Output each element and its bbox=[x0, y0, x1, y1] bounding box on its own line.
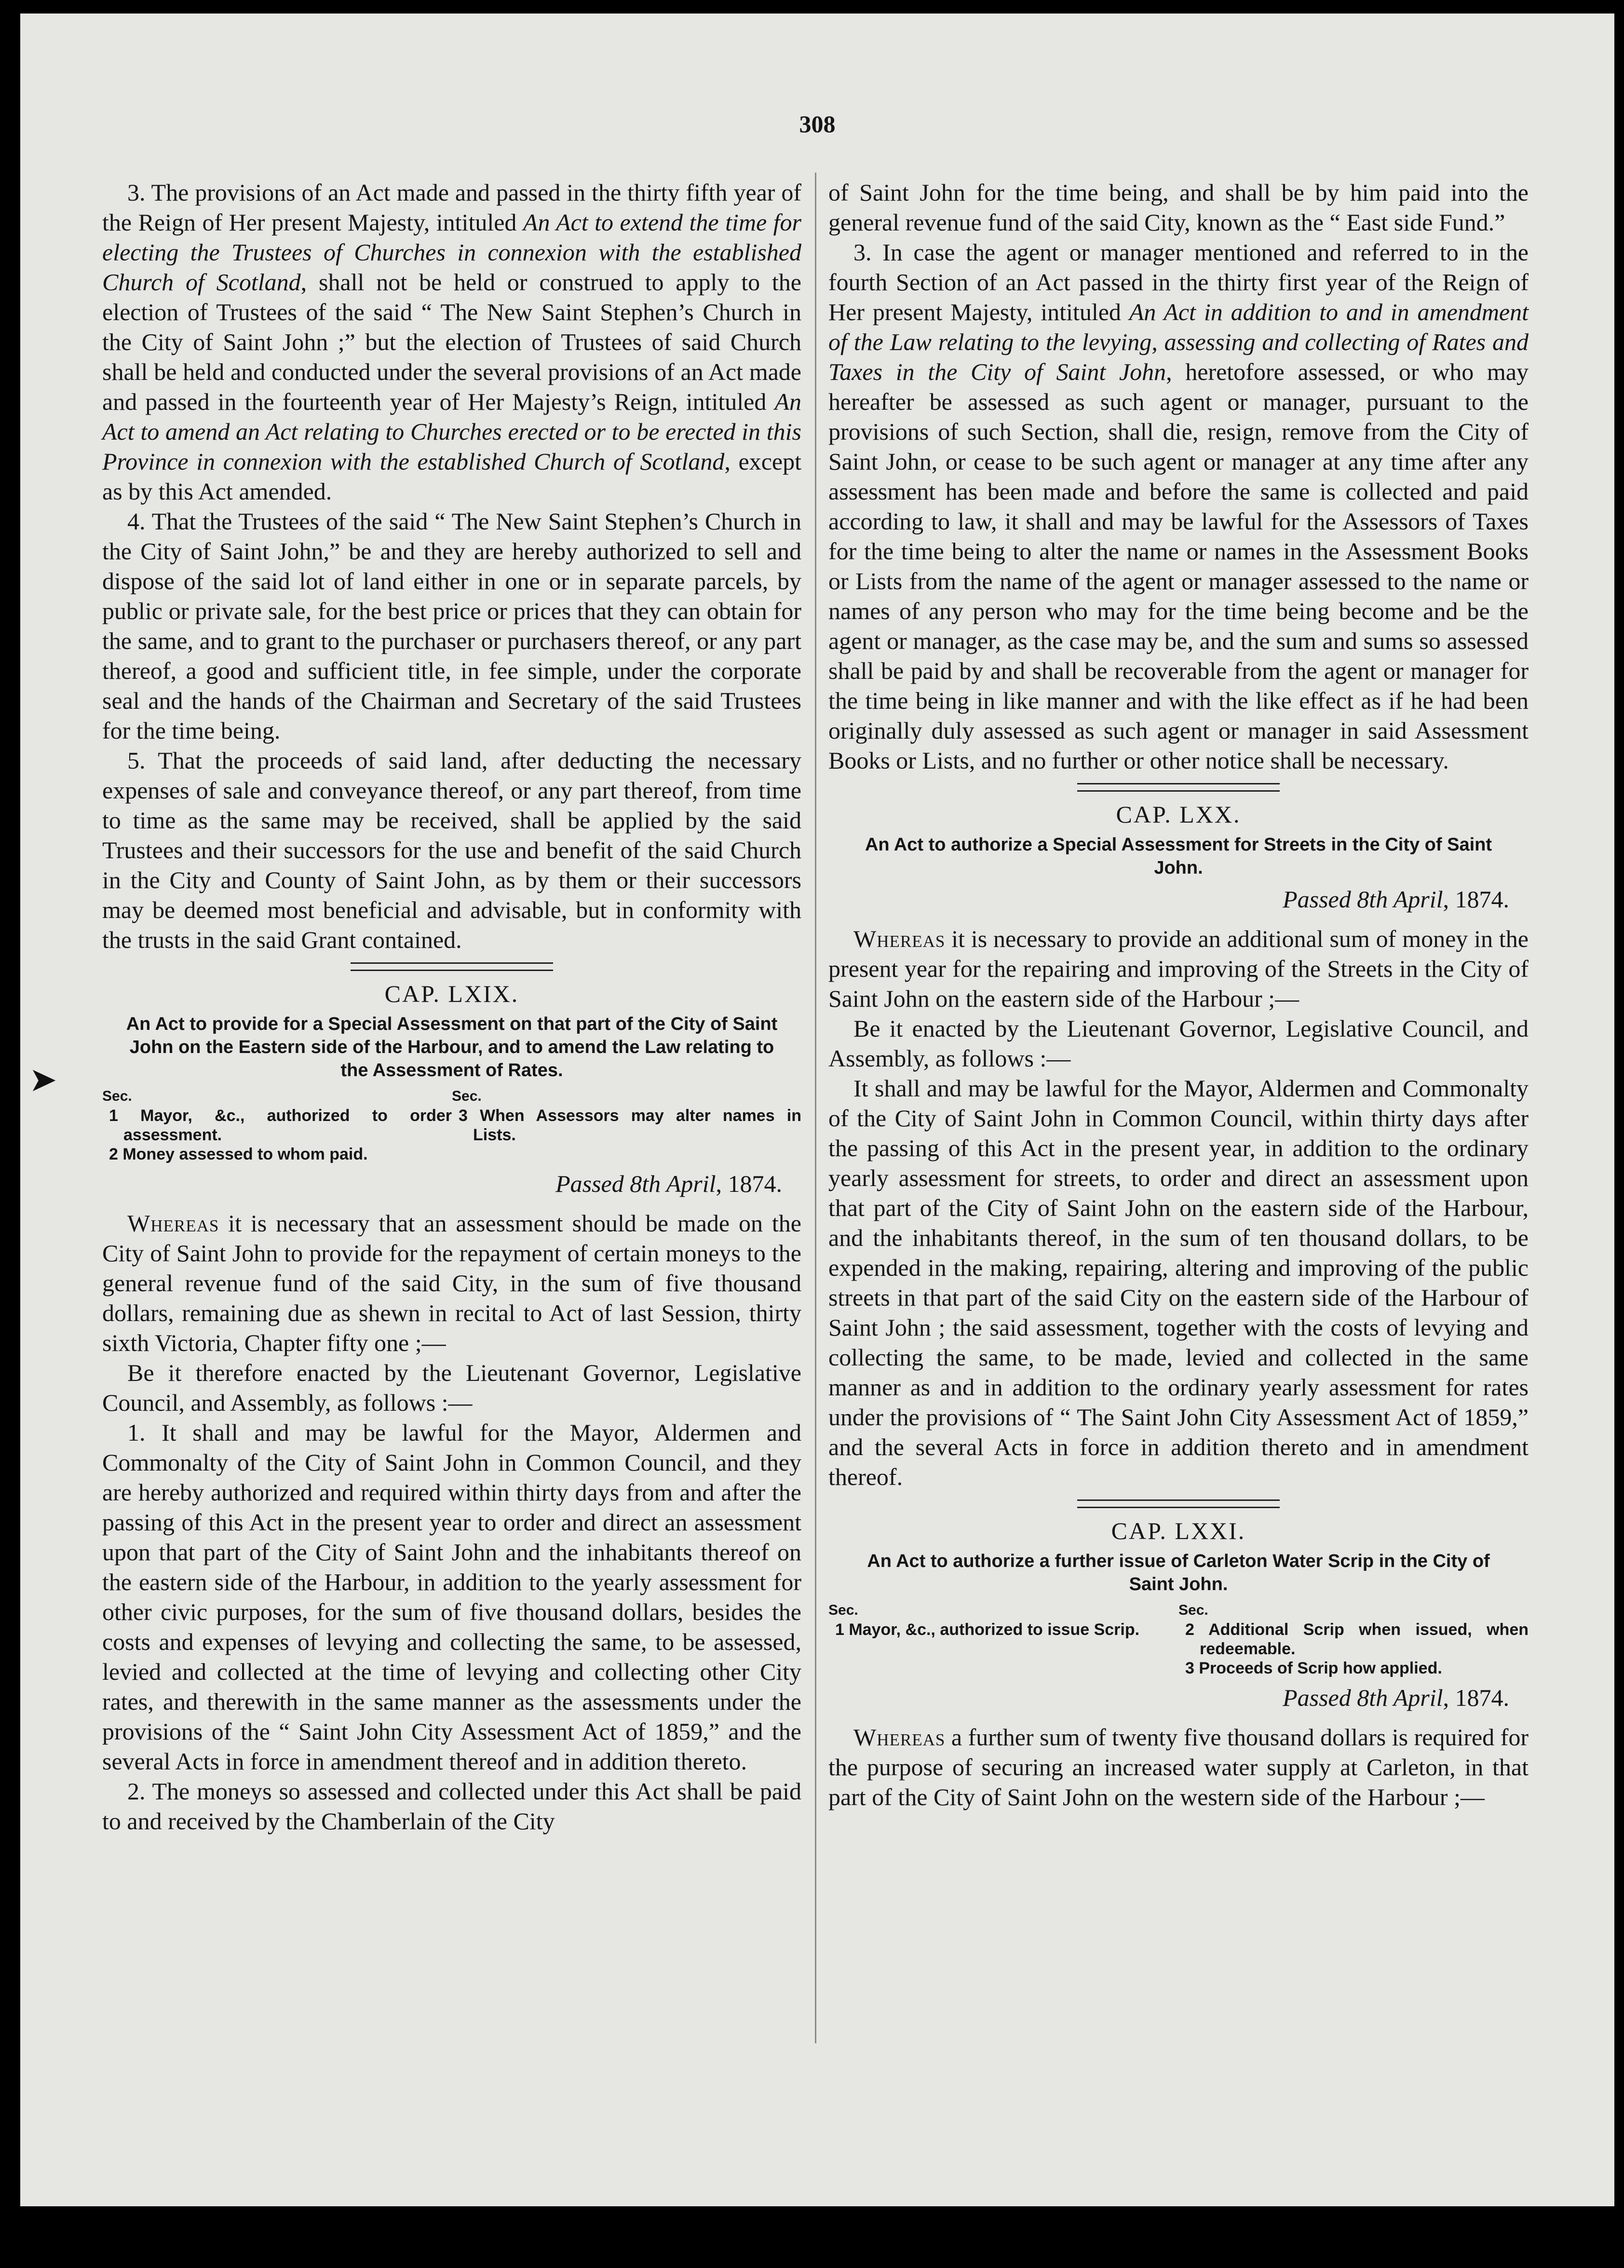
sec-label: Sec. bbox=[828, 1602, 858, 1618]
paragraph-section-3: 3. In case the agent or manager mentioned and referred to in the fourth Section of an Act passed in the thirty first year of the Reign of Her present Majesty, intituled An Act in addition to and in amendment of the Law relating to the levying, assessing and collecting of Rates and Taxes in the City of Saint John, heretofore assessed, or who may hereafter be assessed as such agent or manager, pursuant to the provisions of such Section, shall die, resign, remove from the City of Saint John, or cease to be such agent or manager at any time after any assessment has been made and before the same is collected and paid according to law, it shall and may be lawful for the Assessors of Taxes for the time being to alter the name or names in the Assessment Books or Lists from the name of the agent or manager assessed to the name or names of any person who may for the time being become and be the agent or manager, as the case may be, and the sum and sums so assessed shall be paid by and shall be recoverable from the agent or manager for the time being in like manner and with the like effect as if he had been originally duly assessed as such agent or manager in said Assessment Books or Lists, and no further or other notice shall be necessary. bbox=[828, 239, 1529, 774]
passed-date: Passed 8th April, 1874. bbox=[1283, 1684, 1509, 1711]
section-index bbox=[102, 1087, 801, 1164]
toc-item: 1 Mayor, &c., authorized to issue Scrip. bbox=[835, 1620, 1140, 1639]
paragraph-section-5: 5. That the proceeds of said land, after deducting the necessary expenses of sale and conveyance thereof, or any part thereof, from time to time as the same may be received, shall be applied by the said Trustees and their successors for the use and benefit of the said Church in the City and County of Saint John, as by them or their successors may be deemed most beneficial and advisable, but in conformity with the trusts in the said Grant contained. bbox=[102, 747, 801, 953]
page-number: 308 bbox=[799, 110, 836, 137]
column-divider bbox=[815, 173, 816, 2043]
sec-label: Sec. bbox=[452, 1088, 482, 1104]
chapter-title: An Act to authorize a further issue of Carleton Water Scrip in the City of Saint John. bbox=[867, 1551, 1490, 1594]
enacting-clause: Be it enacted by the Lieutenant Governor, Legislative Council, and Assembly, as follows :— bbox=[828, 1015, 1529, 1072]
chapter-heading: CAP. LXXI. bbox=[1111, 1517, 1246, 1544]
paragraph-section-4: 4. That the Trustees of the said “ The New Saint Stephen’s Church in the City of Saint John,” be and they are hereby authorized to sell and dispose of the said lot of land either in one or in separate parcels, by public or private sale, for the best price or prices that they can obtain for the same, and to grant to the purchaser or purchasers thereof, or any part thereof, a good and sufficient title, in fee simple, under the corporate seal and the hands of the Chairman and Secretary of the said Trustees for the time being. bbox=[102, 508, 801, 744]
enacting-clause: Be it therefore enacted by the Lieutenant Governor, Legislative Council, and Assembly, as follows :— bbox=[102, 1359, 801, 1416]
paragraph-section-2: 2. The moneys so assessed and collected under this Act shall be paid to and received by the Chamberlain of the City bbox=[102, 1778, 801, 1835]
right-column bbox=[828, 177, 1529, 1812]
toc-item: 2 Additional Scrip when issued, when redeemable. bbox=[1185, 1620, 1529, 1658]
paragraph-continued: of Saint John for the time being, and shall be by him paid into the general revenue fund of the said City, known as the “ East side Fund.” bbox=[828, 179, 1529, 236]
page-scan bbox=[20, 14, 1614, 2206]
margin-mark-icon: ➤ bbox=[29, 1060, 57, 1099]
double-rule bbox=[1077, 1499, 1280, 1508]
toc-item: 3 Proceeds of Scrip how applied. bbox=[1185, 1659, 1442, 1677]
paragraph-section-1: 1. It shall and may be lawful for the Mayor, Aldermen and Commonalty of the City of Saint John in Common Council, and they are hereby authorized and required within thirty days from and after the passing of this Act in the present year to order and direct an assessment upon that part of the City of Saint John and the inhabitants thereof on the eastern side of the Harbour, in addition to the yearly assessment for other civic purposes, for the sum of five thousand dollars, besides the costs and expenses of levying and collecting the same, to be assessed, levied and collected at the time of levying and collecting other City rates, and therewith in the same manner as the assessments under the provisions of the “ Saint John City Assessment Act of 1859,” and the several Acts in force in amendment thereof and in addition thereto. bbox=[102, 1419, 801, 1775]
passed-date: Passed 8th April, 1874. bbox=[1283, 886, 1509, 913]
sec-label: Sec. bbox=[1178, 1602, 1208, 1618]
double-rule bbox=[1077, 783, 1280, 792]
left-column bbox=[102, 177, 801, 1836]
double-rule bbox=[351, 962, 553, 971]
section-index bbox=[828, 1601, 1529, 1678]
sec-label: Sec. bbox=[102, 1088, 132, 1104]
whereas-paragraph: Whereas it is necessary that an assessment should be made on the City of Saint John to provide for the repayment of certain moneys to the general revenue fund of the said City, in the sum of five thousand dollars, remaining due as shewn in recital to Act of last Session, thirty sixth Victoria, Chapter fifty one ;— bbox=[102, 1210, 801, 1356]
chapter-title: An Act to provide for a Special Assessment on that part of the City of Saint John on the Eastern side of the Harbour, and to amend the Law relating to the Assessment of Rates. bbox=[126, 1014, 778, 1080]
chapter-title: An Act to authorize a Special Assessment for Streets in the City of Saint John. bbox=[865, 835, 1492, 878]
whereas-paragraph: Whereas it is necessary to provide an additional sum of money in the present year for the repairing and improving of the Streets in the City of Saint John on the eastern side of the Harbour ;— bbox=[828, 925, 1529, 1012]
toc-item: 1 Mayor, &c., authorized to order assessment. bbox=[109, 1107, 452, 1144]
chapter-heading: CAP. LXX. bbox=[1116, 801, 1241, 828]
toc-item: 3 When Assessors may alter names in Lists. bbox=[459, 1107, 801, 1144]
toc-item: 2 Money assessed to whom paid. bbox=[109, 1145, 368, 1163]
chapter-heading: CAP. LXIX. bbox=[384, 980, 519, 1007]
paragraph-body: It shall and may be lawful for the Mayor, Aldermen and Commonalty of the City of Saint John in Common Council, within thirty days after the passing of this Act in the present year, in addition to the ordinary yearly assessment for streets, to order and direct an assessment upon that part of the City of Saint John on the eastern side of the Harbour, and the inhabitants thereof, in the sum of ten thousand dollars, to be expended in the making, repairing, altering and improving of the public streets in that part of the said City on the eastern side of the Harbour of Saint John ; the said assessment, together with the costs of levying and collecting the same, to be made, levied and collected in the same manner as and in addition to the ordinary yearly assessment for rates under the provisions of “ The Saint John City Assessment Act of 1859,” and the several Acts in force in addition thereto and in amendment thereof. bbox=[828, 1075, 1529, 1490]
paragraph-section-3: 3. The provisions of an Act made and passed in the thirty fifth year of the Reign of Her present Majesty, intituled An Act to extend the time for electing the Trustees of Churches in connexion with the established Church of Scotland, shall not be held or construed to apply to the election of Trustees of the said “ The New Saint Stephen’s Church in the City of Saint John ;” but the election of Trustees of said Church shall be held and conducted under the several provisions of an Act made and passed in the fourteenth year of Her Majesty’s Reign, intituled An Act to amend an Act relating to Churches erected or to be erected in this Province in connexion with the established Church of Scotland, except as by this Act amended. bbox=[102, 179, 802, 505]
passed-date: Passed 8th April, 1874. bbox=[555, 1170, 782, 1197]
whereas-paragraph: Whereas a further sum of twenty five thousand dollars is required for the purpose of securing an increased water supply at Carleton, in that part of the City of Saint John on the western side of the Harbour ;— bbox=[828, 1724, 1529, 1810]
